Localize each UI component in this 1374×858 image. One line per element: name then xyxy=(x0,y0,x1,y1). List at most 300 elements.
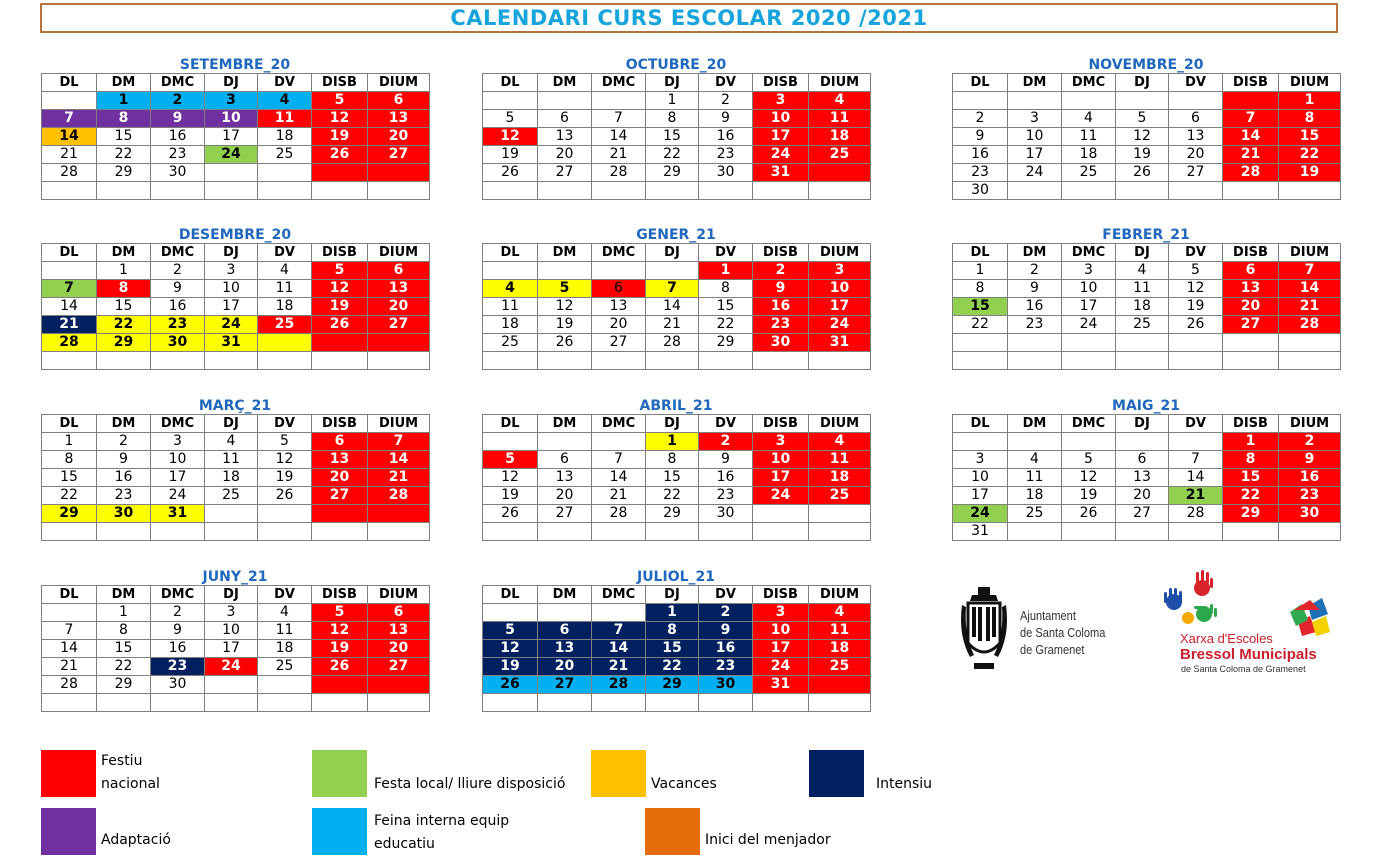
day-cell: 19 xyxy=(483,146,538,164)
day-cell xyxy=(538,92,592,110)
day-cell: 31 xyxy=(205,334,258,352)
week-row xyxy=(953,523,1341,541)
day-cell: 7 xyxy=(592,110,646,128)
hands-icon xyxy=(1160,570,1336,636)
xarxa-line-3: de Santa Coloma de Gramenet xyxy=(1181,664,1306,674)
day-cell: 11 xyxy=(809,622,871,640)
day-cell xyxy=(368,352,430,370)
day-cell: 12 xyxy=(312,622,368,640)
month-calendar xyxy=(482,396,870,541)
day-cell: 11 xyxy=(809,110,871,128)
day-cell: 29 xyxy=(42,505,97,523)
day-cell xyxy=(1279,352,1341,370)
weekday-header-row xyxy=(42,586,430,604)
day-cell: 5 xyxy=(538,280,592,298)
day-cell: 3 xyxy=(205,92,258,110)
day-cell: 5 xyxy=(483,622,538,640)
day-cell: 6 xyxy=(538,110,592,128)
weekday-header: DV xyxy=(1169,74,1223,92)
day-cell: 31 xyxy=(753,676,809,694)
day-cell: 15 xyxy=(1223,469,1279,487)
day-cell xyxy=(97,523,151,541)
day-cell: 25 xyxy=(1062,164,1116,182)
day-cell: 26 xyxy=(483,164,538,182)
day-cell: 6 xyxy=(538,451,592,469)
day-cell: 21 xyxy=(368,469,430,487)
day-cell: 21 xyxy=(42,316,97,334)
day-cell: 4 xyxy=(258,92,312,110)
week-row xyxy=(42,182,430,200)
day-cell: 23 xyxy=(151,146,205,164)
day-cell xyxy=(1223,352,1279,370)
month-table xyxy=(41,414,430,541)
day-cell: 12 xyxy=(258,451,312,469)
week-row xyxy=(42,92,430,110)
week-row xyxy=(42,316,430,334)
month-title: GENER_21 xyxy=(636,227,716,243)
day-cell xyxy=(753,352,809,370)
day-cell: 8 xyxy=(42,451,97,469)
day-cell: 3 xyxy=(753,433,809,451)
weekday-header: DIUM xyxy=(809,74,871,92)
weekday-header: DM xyxy=(538,415,592,433)
day-cell xyxy=(953,92,1008,110)
day-cell xyxy=(1116,433,1169,451)
legend-swatch xyxy=(312,808,367,855)
week-row xyxy=(953,146,1341,164)
day-cell: 1 xyxy=(97,604,151,622)
day-cell xyxy=(312,164,368,182)
weekday-header: DMC xyxy=(151,244,205,262)
day-cell: 21 xyxy=(592,146,646,164)
day-cell: 23 xyxy=(699,658,753,676)
day-cell: 6 xyxy=(368,262,430,280)
day-cell xyxy=(205,523,258,541)
day-cell: 11 xyxy=(1116,280,1169,298)
day-cell: 20 xyxy=(312,469,368,487)
day-cell xyxy=(809,676,871,694)
day-cell: 12 xyxy=(1062,469,1116,487)
day-cell: 23 xyxy=(753,316,809,334)
day-cell: 19 xyxy=(1169,298,1223,316)
day-cell: 16 xyxy=(151,640,205,658)
day-cell: 1 xyxy=(1223,433,1279,451)
day-cell: 22 xyxy=(646,487,699,505)
day-cell xyxy=(538,604,592,622)
day-cell: 4 xyxy=(1062,110,1116,128)
day-cell: 15 xyxy=(646,128,699,146)
day-cell xyxy=(205,352,258,370)
day-cell: 6 xyxy=(368,604,430,622)
weekday-header: DJ xyxy=(646,244,699,262)
day-cell: 12 xyxy=(1169,280,1223,298)
day-cell: 26 xyxy=(1116,164,1169,182)
day-cell: 21 xyxy=(1169,487,1223,505)
day-cell xyxy=(646,523,699,541)
week-row xyxy=(953,469,1341,487)
weekday-header: DISB xyxy=(753,415,809,433)
month-table xyxy=(952,73,1341,200)
day-cell: 30 xyxy=(1279,505,1341,523)
day-cell: 3 xyxy=(205,262,258,280)
day-cell: 21 xyxy=(42,146,97,164)
day-cell: 31 xyxy=(753,164,809,182)
day-cell: 5 xyxy=(483,110,538,128)
day-cell: 9 xyxy=(151,622,205,640)
day-cell: 7 xyxy=(42,622,97,640)
day-cell xyxy=(592,604,646,622)
day-cell: 27 xyxy=(1223,316,1279,334)
day-cell xyxy=(97,694,151,712)
day-cell: 22 xyxy=(1279,146,1341,164)
day-cell: 16 xyxy=(151,298,205,316)
day-cell: 15 xyxy=(646,640,699,658)
day-cell xyxy=(1116,182,1169,200)
day-cell: 1 xyxy=(646,604,699,622)
day-cell: 31 xyxy=(953,523,1008,541)
weekday-header: DISB xyxy=(1223,74,1279,92)
day-cell: 9 xyxy=(699,622,753,640)
day-cell: 28 xyxy=(368,487,430,505)
day-cell xyxy=(1279,334,1341,352)
day-cell: 26 xyxy=(312,146,368,164)
day-cell: 16 xyxy=(1008,298,1062,316)
day-cell xyxy=(753,523,809,541)
day-cell xyxy=(483,694,538,712)
weekday-header: DM xyxy=(538,244,592,262)
xarxa-escoles-logo xyxy=(1160,570,1336,680)
day-cell: 13 xyxy=(1223,280,1279,298)
day-cell xyxy=(646,352,699,370)
day-cell: 4 xyxy=(258,604,312,622)
day-cell xyxy=(809,694,871,712)
day-cell: 15 xyxy=(97,640,151,658)
day-cell: 20 xyxy=(592,316,646,334)
day-cell xyxy=(1008,182,1062,200)
day-cell: 25 xyxy=(483,334,538,352)
day-cell xyxy=(258,164,312,182)
day-cell: 18 xyxy=(809,640,871,658)
weekday-header: DIUM xyxy=(809,586,871,604)
xarxa-line-1: Xarxa d'Escoles xyxy=(1180,631,1273,646)
weekday-header: DIUM xyxy=(368,74,430,92)
day-cell: 3 xyxy=(753,92,809,110)
day-cell: 21 xyxy=(1223,146,1279,164)
weekday-header: DL xyxy=(483,415,538,433)
day-cell xyxy=(753,694,809,712)
weekday-header: DV xyxy=(1169,244,1223,262)
day-cell: 30 xyxy=(753,334,809,352)
day-cell xyxy=(592,523,646,541)
day-cell xyxy=(42,262,97,280)
day-cell: 8 xyxy=(1279,110,1341,128)
day-cell: 8 xyxy=(97,110,151,128)
weekday-header-row xyxy=(483,586,871,604)
day-cell xyxy=(368,676,430,694)
day-cell: 19 xyxy=(483,487,538,505)
weekday-header: DM xyxy=(97,586,151,604)
weekday-header: DMC xyxy=(151,74,205,92)
day-cell: 6 xyxy=(1223,262,1279,280)
day-cell: 27 xyxy=(1169,164,1223,182)
weekday-header: DMC xyxy=(1062,244,1116,262)
day-cell: 8 xyxy=(646,110,699,128)
day-cell: 23 xyxy=(953,164,1008,182)
day-cell xyxy=(699,182,753,200)
day-cell: 24 xyxy=(753,146,809,164)
day-cell: 18 xyxy=(1116,298,1169,316)
day-cell xyxy=(312,523,368,541)
week-row xyxy=(953,164,1341,182)
day-cell xyxy=(1169,433,1223,451)
day-cell xyxy=(368,164,430,182)
day-cell xyxy=(258,505,312,523)
legend-swatch xyxy=(312,750,367,797)
weekday-header: DV xyxy=(699,415,753,433)
legend-label: Feina interna equip educatiu xyxy=(374,813,510,852)
day-cell: 14 xyxy=(592,469,646,487)
day-cell xyxy=(1169,523,1223,541)
day-cell: 9 xyxy=(1008,280,1062,298)
week-row xyxy=(953,433,1341,451)
day-cell xyxy=(258,523,312,541)
week-row xyxy=(953,298,1341,316)
day-cell: 24 xyxy=(809,316,871,334)
day-cell: 8 xyxy=(646,451,699,469)
week-row xyxy=(483,146,871,164)
day-cell: 25 xyxy=(258,658,312,676)
day-cell xyxy=(1223,523,1279,541)
day-cell: 4 xyxy=(809,433,871,451)
week-row xyxy=(483,92,871,110)
day-cell: 24 xyxy=(205,146,258,164)
day-cell xyxy=(809,352,871,370)
day-cell: 26 xyxy=(483,676,538,694)
day-cell: 1 xyxy=(97,262,151,280)
day-cell: 29 xyxy=(97,164,151,182)
day-cell xyxy=(151,352,205,370)
week-row xyxy=(483,110,871,128)
day-cell: 30 xyxy=(953,182,1008,200)
day-cell: 26 xyxy=(312,658,368,676)
month-title: DESEMBRE_20 xyxy=(178,227,292,243)
month-calendar xyxy=(482,225,870,370)
month-title: MARÇ_21 xyxy=(198,398,272,414)
day-cell xyxy=(538,352,592,370)
day-cell xyxy=(1062,433,1116,451)
week-row xyxy=(42,469,430,487)
week-row xyxy=(483,433,871,451)
day-cell: 27 xyxy=(538,676,592,694)
day-cell xyxy=(312,676,368,694)
day-cell: 16 xyxy=(699,640,753,658)
day-cell xyxy=(1169,334,1223,352)
week-row xyxy=(483,334,871,352)
day-cell xyxy=(258,694,312,712)
day-cell: 28 xyxy=(42,164,97,182)
day-cell: 26 xyxy=(1169,316,1223,334)
day-cell: 10 xyxy=(753,622,809,640)
day-cell xyxy=(1223,334,1279,352)
weekday-header: DIUM xyxy=(368,244,430,262)
week-row xyxy=(483,505,871,523)
weekday-header: DL xyxy=(483,244,538,262)
day-cell: 24 xyxy=(953,505,1008,523)
weekday-header-row xyxy=(42,415,430,433)
day-cell xyxy=(258,182,312,200)
day-cell: 25 xyxy=(809,658,871,676)
day-cell: 2 xyxy=(699,604,753,622)
day-cell: 29 xyxy=(97,676,151,694)
day-cell: 1 xyxy=(42,433,97,451)
day-cell: 12 xyxy=(483,469,538,487)
weekday-header: DMC xyxy=(592,586,646,604)
day-cell: 3 xyxy=(205,604,258,622)
day-cell: 21 xyxy=(42,658,97,676)
ajuntament-line-2: de Santa Coloma xyxy=(1020,625,1106,640)
day-cell: 17 xyxy=(1062,298,1116,316)
week-row xyxy=(953,262,1341,280)
day-cell: 10 xyxy=(753,110,809,128)
weekday-header: DV xyxy=(258,415,312,433)
month-calendar xyxy=(41,225,429,370)
weekday-header: DISB xyxy=(1223,415,1279,433)
day-cell xyxy=(205,164,258,182)
weekday-header: DL xyxy=(953,415,1008,433)
day-cell: 27 xyxy=(312,487,368,505)
day-cell xyxy=(368,694,430,712)
day-cell: 2 xyxy=(151,92,205,110)
day-cell xyxy=(1062,182,1116,200)
day-cell: 15 xyxy=(42,469,97,487)
day-cell xyxy=(258,334,312,352)
month-title: ABRIL_21 xyxy=(639,398,713,414)
ajuntament-line-3: de Gramenet xyxy=(1020,642,1085,657)
day-cell: 9 xyxy=(151,110,205,128)
day-cell: 3 xyxy=(1062,262,1116,280)
day-cell: 14 xyxy=(368,451,430,469)
day-cell: 25 xyxy=(809,146,871,164)
day-cell: 1 xyxy=(699,262,753,280)
day-cell: 3 xyxy=(953,451,1008,469)
day-cell: 25 xyxy=(809,487,871,505)
day-cell: 9 xyxy=(953,128,1008,146)
day-cell: 10 xyxy=(205,110,258,128)
week-row xyxy=(42,622,430,640)
week-row xyxy=(483,164,871,182)
day-cell: 13 xyxy=(368,110,430,128)
day-cell: 17 xyxy=(753,640,809,658)
day-cell xyxy=(312,694,368,712)
day-cell: 11 xyxy=(258,622,312,640)
day-cell: 19 xyxy=(1062,487,1116,505)
day-cell xyxy=(312,182,368,200)
weekday-header: DL xyxy=(953,244,1008,262)
day-cell xyxy=(538,182,592,200)
day-cell: 27 xyxy=(1116,505,1169,523)
day-cell: 7 xyxy=(1223,110,1279,128)
week-row xyxy=(483,451,871,469)
week-row xyxy=(953,128,1341,146)
week-row xyxy=(953,334,1341,352)
day-cell xyxy=(1279,523,1341,541)
day-cell: 6 xyxy=(368,92,430,110)
weekday-header-row xyxy=(953,74,1341,92)
week-row xyxy=(483,523,871,541)
day-cell: 20 xyxy=(368,298,430,316)
month-calendar xyxy=(952,225,1340,370)
weekday-header: DJ xyxy=(646,74,699,92)
legend-label: Festa local/ lliure disposició xyxy=(374,776,566,792)
day-cell xyxy=(151,182,205,200)
day-cell: 17 xyxy=(205,298,258,316)
day-cell xyxy=(1062,92,1116,110)
day-cell: 14 xyxy=(1279,280,1341,298)
day-cell: 1 xyxy=(646,433,699,451)
week-row xyxy=(42,433,430,451)
day-cell: 26 xyxy=(1062,505,1116,523)
day-cell xyxy=(42,352,97,370)
weekday-header: DL xyxy=(42,415,97,433)
day-cell xyxy=(1279,182,1341,200)
day-cell: 16 xyxy=(753,298,809,316)
day-cell: 25 xyxy=(205,487,258,505)
day-cell: 5 xyxy=(1169,262,1223,280)
day-cell xyxy=(1008,92,1062,110)
day-cell: 21 xyxy=(646,316,699,334)
day-cell xyxy=(753,182,809,200)
week-row xyxy=(483,658,871,676)
day-cell xyxy=(538,694,592,712)
day-cell xyxy=(312,352,368,370)
day-cell xyxy=(483,92,538,110)
weekday-header: DL xyxy=(42,586,97,604)
weekday-header-row xyxy=(42,244,430,262)
week-row xyxy=(953,92,1341,110)
coat-of-arms-icon xyxy=(958,585,1010,677)
weekday-header: DMC xyxy=(592,244,646,262)
week-row xyxy=(42,523,430,541)
month-table xyxy=(41,585,430,712)
weekday-header: DL xyxy=(483,74,538,92)
month-table xyxy=(952,243,1341,370)
week-row xyxy=(483,694,871,712)
day-cell: 2 xyxy=(953,110,1008,128)
day-cell xyxy=(205,676,258,694)
day-cell: 28 xyxy=(646,334,699,352)
weekday-header: DISB xyxy=(312,74,368,92)
day-cell xyxy=(368,505,430,523)
day-cell: 11 xyxy=(258,110,312,128)
day-cell: 13 xyxy=(538,128,592,146)
day-cell: 4 xyxy=(809,604,871,622)
day-cell: 22 xyxy=(699,316,753,334)
day-cell xyxy=(483,262,538,280)
day-cell: 11 xyxy=(205,451,258,469)
week-row xyxy=(953,110,1341,128)
day-cell xyxy=(646,262,699,280)
week-row xyxy=(42,451,430,469)
day-cell: 7 xyxy=(592,451,646,469)
day-cell: 26 xyxy=(312,316,368,334)
week-row xyxy=(483,182,871,200)
month-calendar xyxy=(41,567,429,712)
day-cell: 21 xyxy=(1279,298,1341,316)
day-cell: 7 xyxy=(646,280,699,298)
day-cell: 23 xyxy=(1279,487,1341,505)
day-cell: 22 xyxy=(97,658,151,676)
day-cell xyxy=(368,182,430,200)
